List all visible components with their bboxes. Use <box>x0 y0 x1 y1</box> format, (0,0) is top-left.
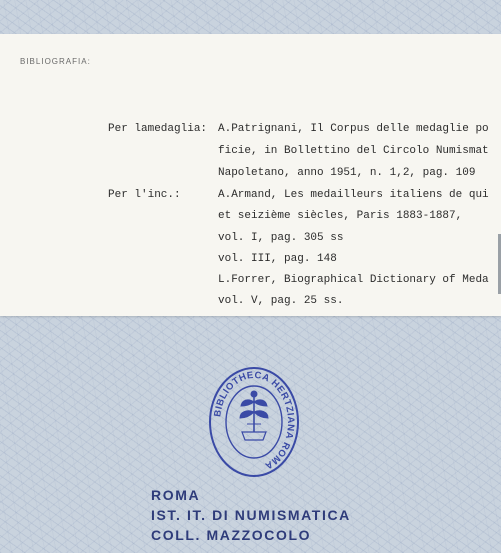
entry-line: Napoletano, anno 1951, n. 1,2, pag. 109 <box>218 167 476 179</box>
background-strip <box>0 0 501 34</box>
entry-line: A.Armand, Les medailleurs italiens de qui <box>218 189 489 201</box>
library-stamp-seal <box>208 366 300 478</box>
entry-line: vol. V, pag. 25 ss. <box>218 295 344 307</box>
entry-line: L.Forrer, Biographical Dictionary of Meda <box>218 274 489 286</box>
entry-line: vol. III, pag. 148 <box>218 253 337 265</box>
entry-line: A.Patrignani, Il Corpus delle medaglie po <box>218 123 489 135</box>
bibliography-slip <box>0 34 501 316</box>
institution-collection: COLL. MAZZOCOLO <box>151 527 312 543</box>
entry-label-incisore: Per l'inc.: <box>108 189 181 201</box>
library-stamp <box>208 366 300 478</box>
entry-line: et seizième siècles, Paris 1883-1887, <box>218 210 463 222</box>
entry-label-medaglia: Per lamedaglia: <box>108 123 208 135</box>
svg-text:BIBLIOTHECA HERTZIANA ROMA: BIBLIOTHECA HERTZIANA ROMA <box>212 369 297 472</box>
entry-line: vol. I, pag. 305 ss <box>218 232 344 244</box>
institution-name: IST. IT. DI NUMISMATICA <box>151 507 351 523</box>
institution-city: ROMA <box>151 487 201 503</box>
bibliography-heading: BIBLIOGRAFIA: <box>20 57 91 66</box>
entry-line: ficie, in Bollettino del Circolo Numismat <box>218 145 489 157</box>
